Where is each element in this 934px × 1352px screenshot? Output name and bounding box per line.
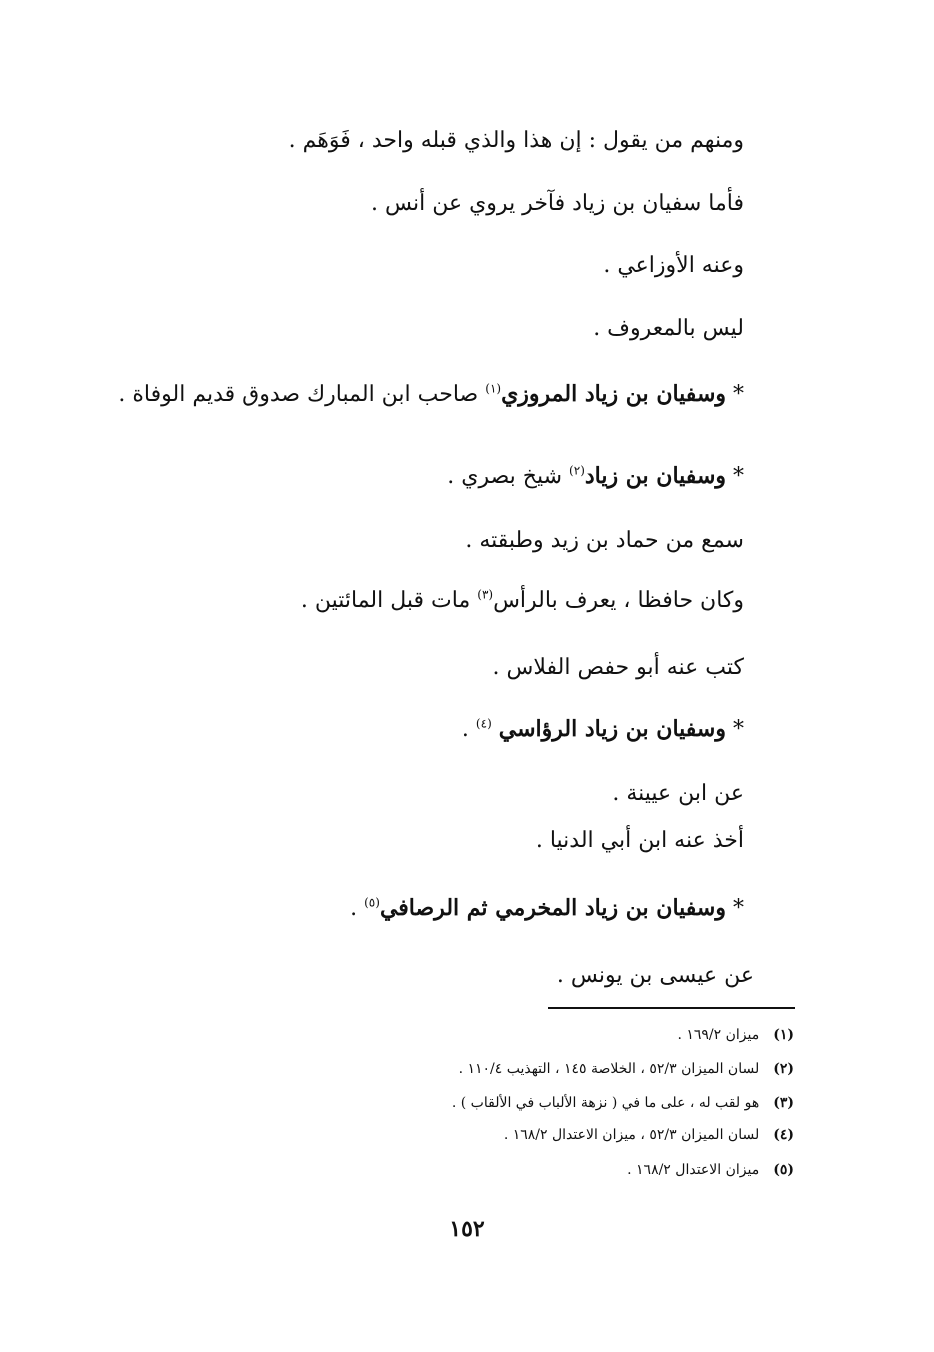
text-line: كتب عنه أبو حفص الفلاس . xyxy=(492,655,744,680)
footnote-ref: (٥) xyxy=(364,895,380,910)
entry-heading: * وسفيان بن زياد المخرمي ثم الرصافي$^{(٥)}$ . xyxy=(350,895,744,921)
footnote-text: ميزان الاعتدال ١٦٨/٢ . xyxy=(627,1162,760,1178)
footnote-number: (٤) xyxy=(773,1127,794,1143)
entry-name: وسفيان بن زياد المخرمي ثم الرصافي xyxy=(379,895,726,921)
text-line: وكان حافظا ، يعرف بالرأس$^{(٣)}$ مات قبل المائتين . xyxy=(300,587,744,613)
text-line: فأما سفيان بن زياد فآخر يروي عن أنس . xyxy=(370,191,744,216)
footnote-text: لسان الميزان ٥٢/٣ ، ميزان الاعتدال ١٦٨/٢ . xyxy=(503,1127,760,1143)
entry-marker: * xyxy=(733,382,744,407)
footnote xyxy=(459,1062,794,1076)
footnote-number: (٥) xyxy=(773,1162,794,1178)
footnote xyxy=(677,1028,794,1042)
footnote-ref: (١) xyxy=(485,381,502,396)
entry-marker: * xyxy=(733,464,744,489)
entry-heading: * وسفيان بن زياد المروزي$^{(١)}$ صاحب ابن المبارك صدوق قديم الوفاة . xyxy=(118,381,744,407)
entry-heading: * وسفيان بن زياد$^{(٢)}$ شيخ بصري . xyxy=(447,463,744,489)
text-line: عن ابن عيينة . xyxy=(612,781,744,806)
footnote-text: هو لقب له ، على ما في ( نزهة الألباب في الألقاب ) . xyxy=(451,1095,760,1111)
text-line: أخذ عنه ابن أبي الدنيا . xyxy=(535,828,744,853)
text-line: سمع من حماد بن زيد وطبقته . xyxy=(465,528,744,553)
footnote-number: (٢) xyxy=(773,1061,794,1077)
entry-heading: * وسفيان بن زياد الرؤاسي $^{(٤)}$ . xyxy=(461,716,744,742)
footnote-ref: (٣) xyxy=(477,587,494,602)
entry-name: وسفيان بن زياد المروزي xyxy=(501,381,726,407)
page-number: ١٥٢ xyxy=(449,1216,485,1242)
footnote xyxy=(504,1128,794,1142)
entry-name: وسفيان بن زياد الرؤاسي xyxy=(498,716,726,742)
footnote-number: (٣) xyxy=(773,1095,794,1111)
footnote-number: (١) xyxy=(773,1027,794,1043)
text-line: وعنه الأوزاعي . xyxy=(603,253,744,278)
text-line: ومنهم من يقول : إن هذا والذي قبله واحد ، فَوَهَم . xyxy=(288,128,744,153)
footnote-ref: (٤) xyxy=(475,716,492,731)
footnote-text: ميزان ١٦٩/٢ . xyxy=(677,1027,760,1043)
entry-marker: * xyxy=(733,896,744,921)
footnote-text: لسان الميزان ٥٢/٣ ، الخلاصة ١٤٥ ، التهذيب ١١٠/٤ . xyxy=(458,1061,760,1077)
footnote xyxy=(452,1096,794,1110)
entry-marker: * xyxy=(733,717,744,742)
footnote xyxy=(627,1163,794,1177)
entry-name: وسفيان بن زياد xyxy=(584,463,726,489)
footnote-ref: (٢) xyxy=(569,463,585,478)
footnote-separator xyxy=(548,1007,795,1009)
text-line: ليس بالمعروف . xyxy=(593,316,744,341)
text-line: عن عيسى بن يونس . xyxy=(556,963,754,988)
